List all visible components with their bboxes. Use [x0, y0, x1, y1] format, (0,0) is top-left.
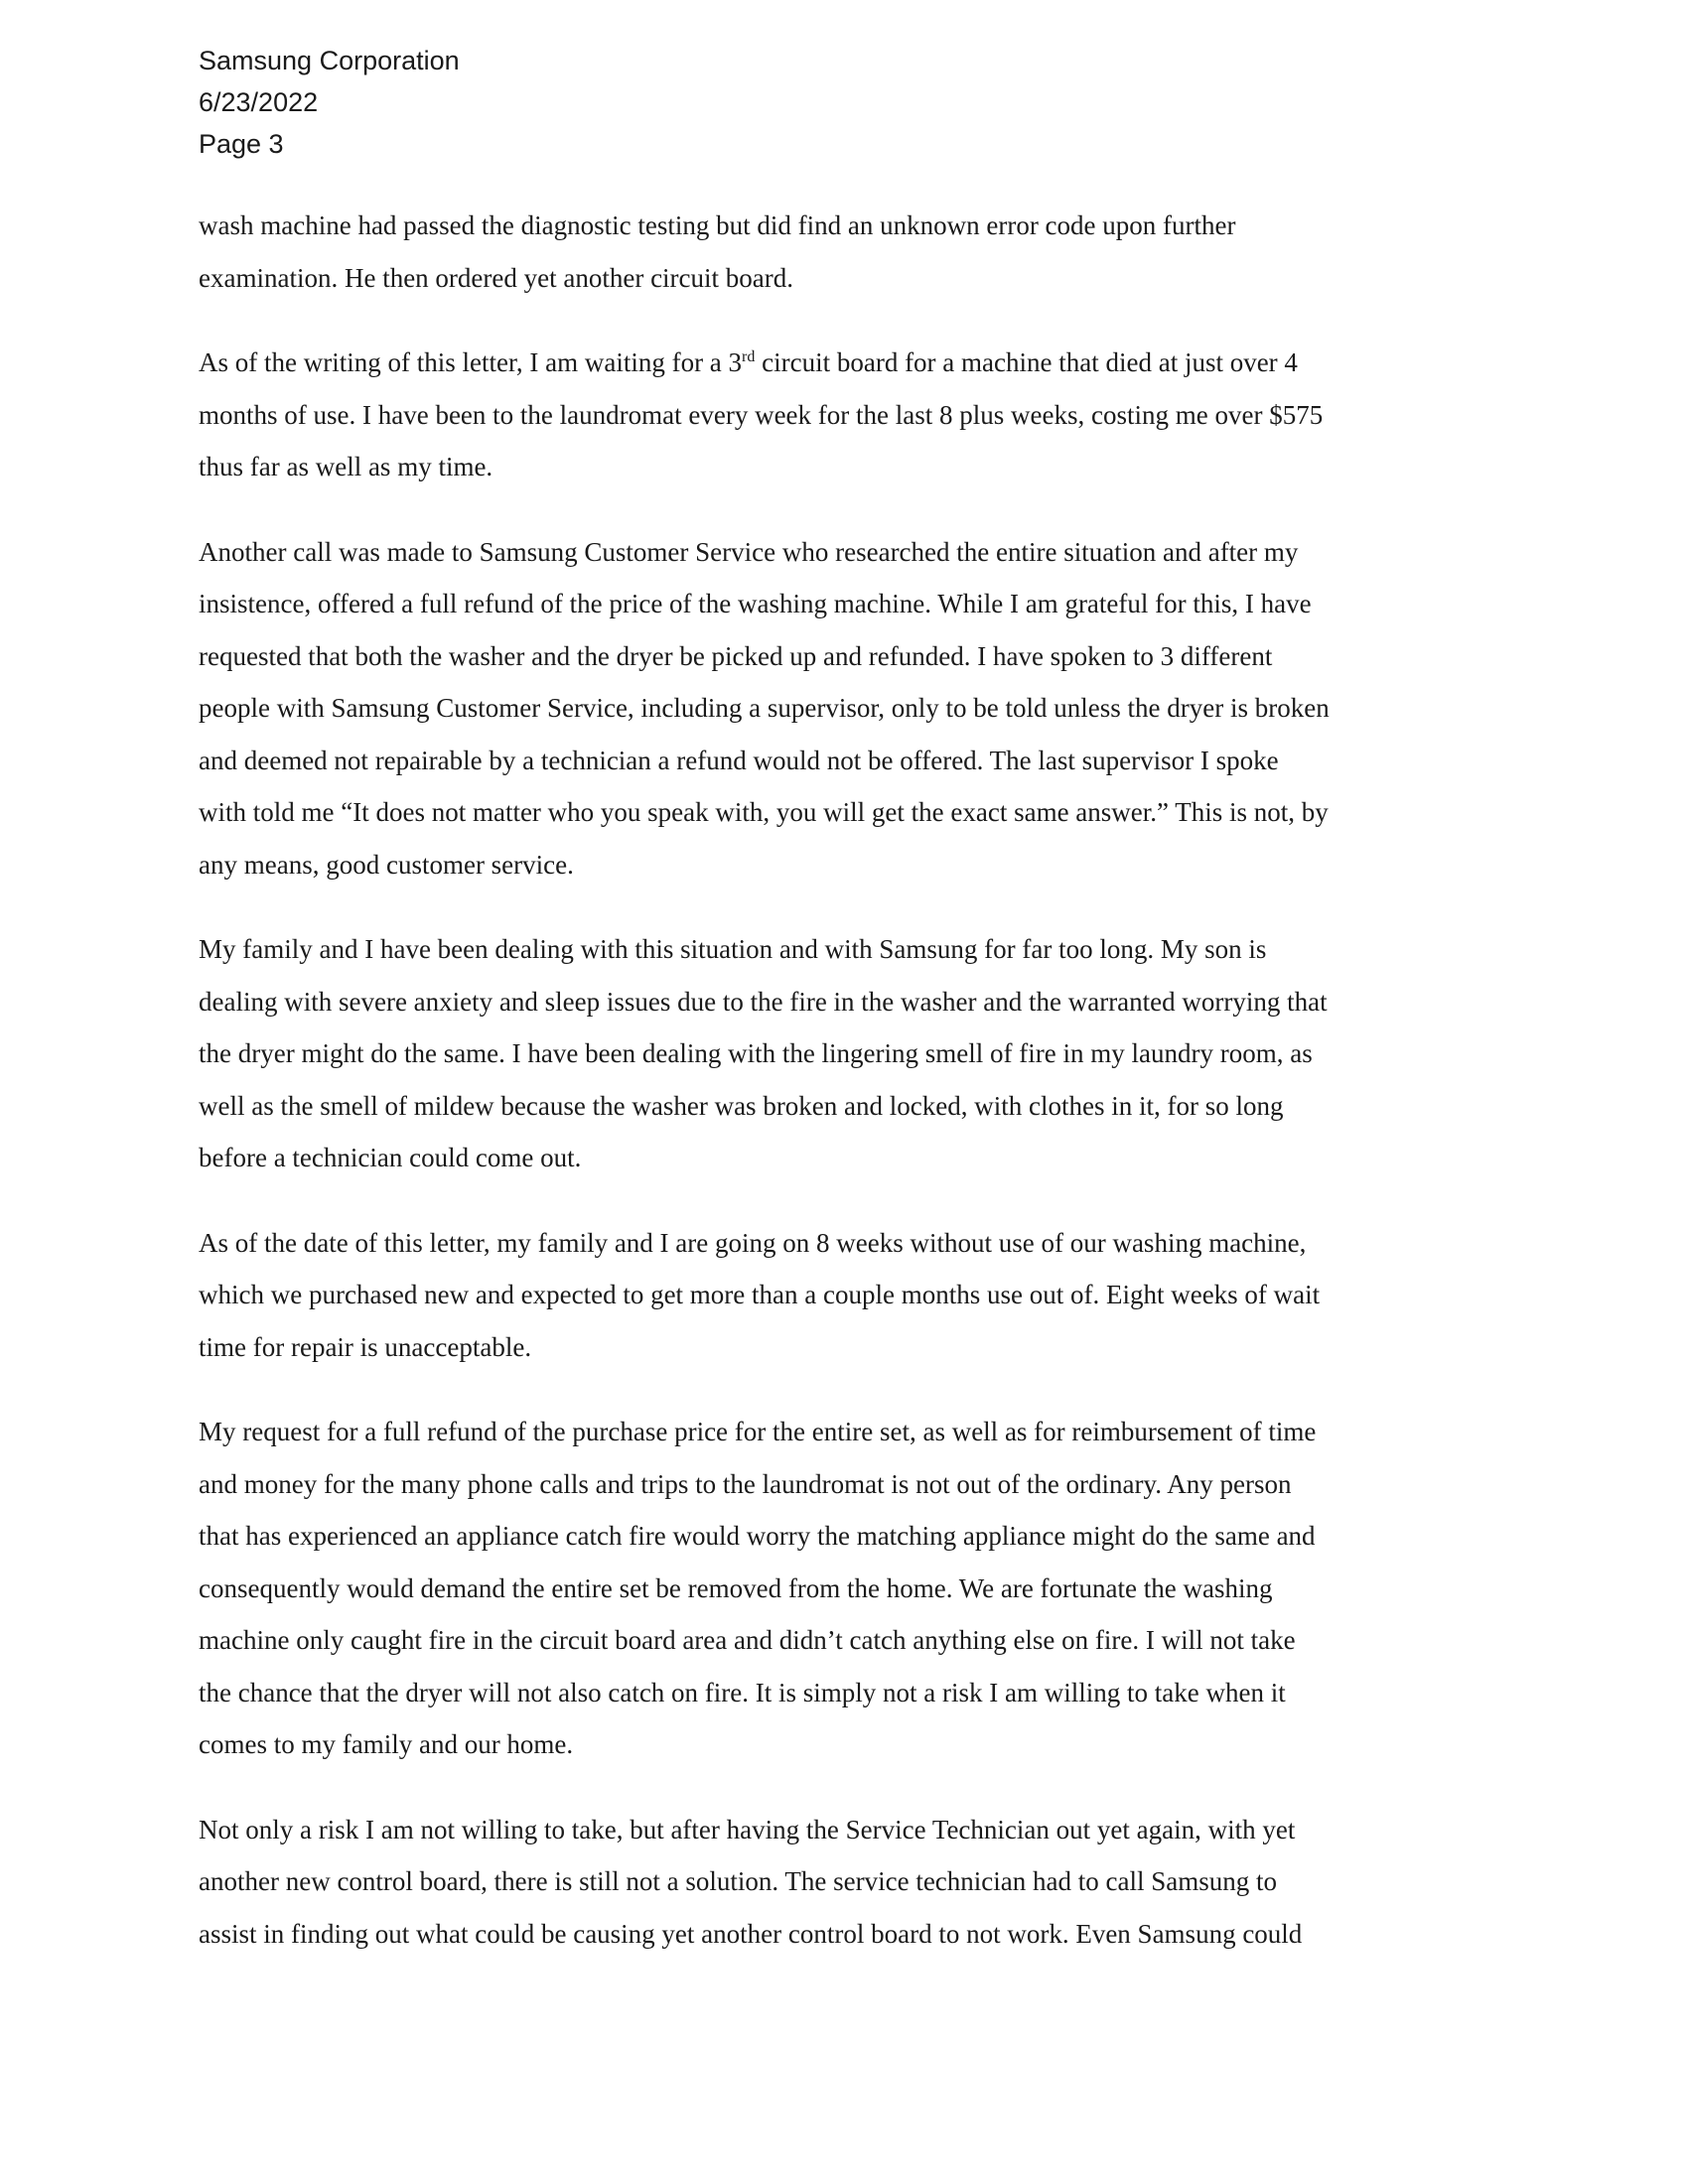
text-line: requested that both the washer and the dryer be picked up and refunded. I have spoken to 3 different	[199, 640, 1273, 671]
text-line: thus far as well as my time.	[199, 452, 493, 481]
letter-header	[199, 40, 460, 165]
text-line: and deemed not repairable by a technician a refund would not be offered. The last supervisor I spoke	[199, 745, 1279, 775]
text-segment: circuit board for a machine that died at just over 4	[755, 347, 1298, 377]
text-line: dealing with severe anxiety and sleep issues due to the fire in the washer and the warranted worrying that	[199, 986, 1328, 1017]
text-line: Not only a risk I am not willing to take, but after having the Service Technician out yet again, with yet	[199, 1814, 1296, 1844]
text-line: any means, good customer service.	[199, 849, 574, 880]
text-line: people with Samsung Customer Service, including a supervisor, only to be told unless the dryer is broken	[199, 693, 1330, 723]
text-line: with told me “It does not matter who you speak with, you will get the exact same answer.” This is not, by	[199, 797, 1329, 827]
paragraph	[199, 200, 1494, 304]
header-page-number: Page 3	[199, 129, 284, 159]
text-line: Another call was made to Samsung Customer Service who researched the entire situation and after my	[199, 536, 1299, 567]
paragraph	[199, 923, 1494, 1184]
header-recipient: Samsung Corporation	[199, 46, 460, 75]
text-line	[199, 337, 1494, 389]
paragraph	[199, 526, 1494, 891]
text-line: time for repair is unacceptable.	[199, 1331, 532, 1362]
text-line: that has experienced an appliance catch fire would worry the matching appliance might do the same and	[199, 1521, 1316, 1551]
text-segment: As of the writing of this letter, I am waiting for a 3	[199, 347, 743, 377]
header-date: 6/23/2022	[199, 87, 319, 117]
text-line: wash machine had passed the diagnostic testing but did find an unknown error code upon further	[199, 210, 1236, 240]
text-line: and money for the many phone calls and trips to the laundromat is not out of the ordinary. Any person	[199, 1468, 1292, 1499]
text-line: comes to my family and our home.	[199, 1729, 574, 1759]
ordinal-superscript: rd	[742, 348, 756, 365]
text-line: My family and I have been dealing with this situation and with Samsung for far too long. My son is	[199, 934, 1267, 964]
text-line: assist in finding out what could be causing yet another control board to not work. Even Samsung could	[199, 1918, 1303, 1949]
text-line: machine only caught fire in the circuit board area and didn’t catch anything else on fire. I will not take	[199, 1625, 1296, 1655]
letter-body	[199, 200, 1494, 1992]
text-line: My request for a full refund of the purchase price for the entire set, as well as for reimbursement of time	[199, 1417, 1317, 1446]
text-line: well as the smell of mildew because the washer was broken and locked, with clothes in it, for so long	[199, 1090, 1284, 1121]
text-line: which we purchased new and expected to get more than a couple months use out of. Eight weeks of wait	[199, 1280, 1321, 1309]
text-line: examination. He then ordered yet another circuit board.	[199, 262, 794, 293]
text-line: before a technician could come out.	[199, 1143, 582, 1172]
paragraph	[199, 1217, 1494, 1374]
text-line: another new control board, there is still not a solution. The service technician had to call Samsung to	[199, 1866, 1277, 1896]
paragraph	[199, 1804, 1494, 1961]
text-line: the chance that the dryer will not also catch on fire. It is simply not a risk I am willing to take when it	[199, 1677, 1286, 1707]
text-line: As of the date of this letter, my family and I are going on 8 weeks without use of our washing machine,	[199, 1227, 1307, 1258]
paragraph	[199, 337, 1494, 493]
text-line: insistence, offered a full refund of the price of the washing machine. While I am grateful for this, I have	[199, 589, 1312, 618]
text-line: months of use. I have been to the laundromat every week for the last 8 plus weeks, costing me over $575	[199, 399, 1324, 430]
text-line: the dryer might do the same. I have been dealing with the lingering smell of fire in my laundry room, as	[199, 1038, 1313, 1068]
text-line: consequently would demand the entire set be removed from the home. We are fortunate the washing	[199, 1572, 1273, 1603]
paragraph	[199, 1406, 1494, 1771]
